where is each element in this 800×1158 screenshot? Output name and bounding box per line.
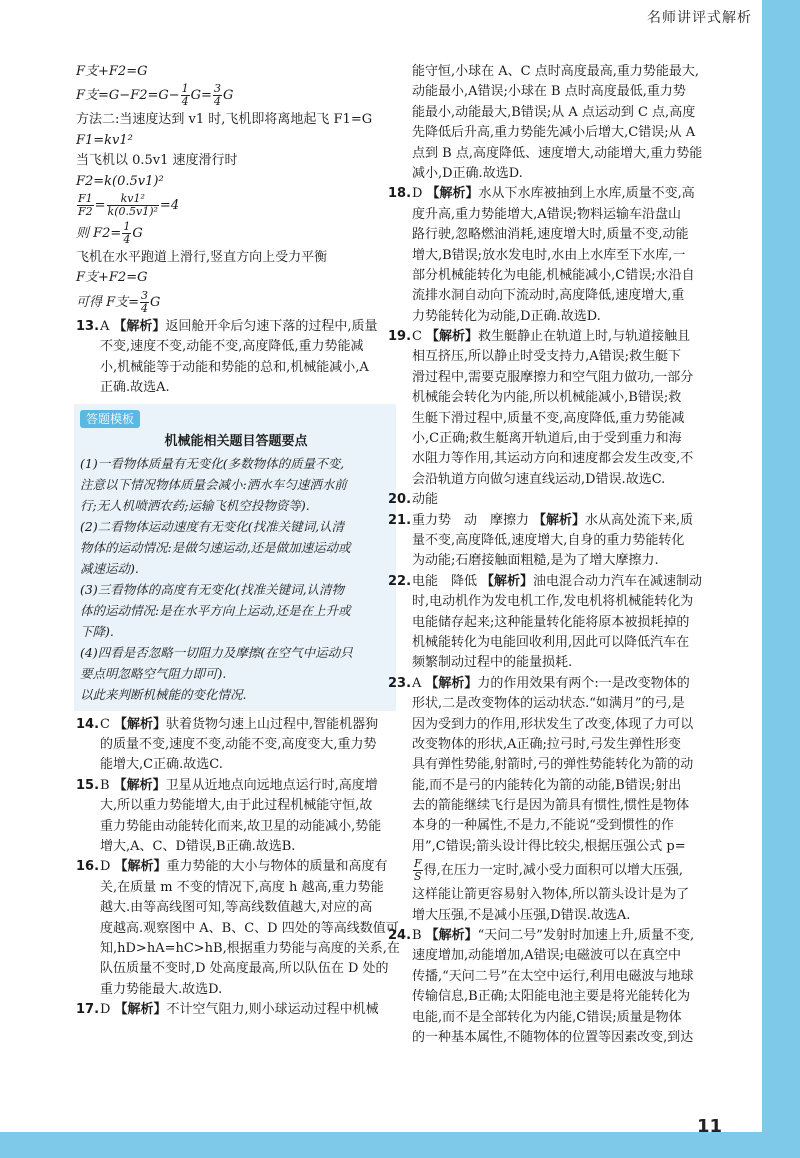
analysis-text: 力势能转化为动能,D正确.故选D. — [412, 308, 601, 324]
bottom-decor-band — [0, 1132, 800, 1158]
answer: D — [100, 1002, 111, 1018]
analysis-text: 能,而不是弓的内能转化为箭的动能,B错误;射出 — [412, 777, 682, 793]
question-number: 20. — [388, 492, 412, 508]
analysis-tag: 【解析】 — [425, 329, 478, 345]
analysis-text: 增大压强,不是减小压强,D错误.故选A. — [412, 907, 631, 923]
analysis-text: 得,在压力一定时,减小受力面积可以增大压强, — [423, 863, 684, 879]
eq-part: = — [94, 197, 106, 213]
fraction — [140, 290, 149, 315]
analysis-text: 重力势能的大小与物体的质量和高度有 — [166, 859, 388, 875]
analysis-text: 滑过程中,需要克服摩擦力和空气阻力做功,一部分 — [412, 369, 694, 385]
analysis-tag: 【解析】 — [114, 859, 167, 875]
analysis-text: 减小,D正确.故选D. — [412, 165, 523, 181]
template-line: 体的运动情况:是在水平方向上运动,还是在上升或 — [80, 602, 351, 618]
question-13 — [76, 317, 394, 399]
fraction-numerator: 3 — [213, 82, 221, 96]
analysis-text: 卫星从近地点向远地点运行时,高度增 — [165, 777, 378, 793]
fraction-denominator: S — [414, 870, 422, 884]
eq-part: 可得 F支= — [76, 294, 140, 310]
text-line: 飞机在水平跑道上滑行,竖直方向上受力平衡 — [76, 249, 328, 265]
analysis-text: 重力势能最大.故选D. — [100, 981, 223, 997]
analysis-text: 动能最小,A错误;小球在 B 点时高度最低,重力势 — [412, 84, 686, 100]
fraction — [413, 858, 423, 883]
fraction-numerator: F1 — [78, 191, 93, 205]
analysis-tag: 【解析】 — [425, 928, 478, 944]
template-line: 要点明忽略空气阻力即可). — [80, 665, 227, 681]
eq-part: F支=G−F2=G− — [76, 88, 180, 104]
analysis-text: 水从高处流下来,质 — [585, 512, 694, 528]
template-line: 物体的运动情况:是做匀速运动,还是做加速运动或 — [80, 539, 351, 555]
analysis-tag: 【解析】 — [113, 318, 166, 334]
analysis-text: 大,所以重力势能增大,由于此过程机械能守恒,故 — [100, 798, 373, 814]
answer: B — [412, 928, 422, 944]
analysis-tag: 【解析】 — [481, 573, 534, 589]
page-header — [2, 0, 762, 30]
analysis-text: 救生艇静止在轨道上时,与轨道接触且 — [477, 329, 691, 345]
eq-then-line — [76, 220, 394, 248]
right-column — [388, 62, 734, 1048]
eq-part: G — [132, 225, 143, 241]
analysis-text: 不计空气阻力,则小球运动过程中机械 — [166, 1002, 379, 1018]
analysis-text: 这样能让箭更容易射入物体,所以箭头设计是为了 — [412, 887, 690, 903]
analysis-text: 点到 B 点,高度降低、速度增大,动能增大,重力势能 — [412, 145, 703, 161]
fraction-denominator: 4 — [123, 232, 131, 246]
template-line: (4)四看是否忽略一切阻力及摩擦(在空气中运动只 — [80, 644, 353, 660]
question-number: 16. — [76, 859, 100, 875]
question-17 — [76, 1000, 394, 1020]
analysis-text: 油电混合动力汽车在减速制动 — [533, 573, 703, 589]
analysis-tag: 【解析】 — [425, 675, 478, 691]
analysis-text: 具有弹性势能,射箭时,弓的弹性势能转化为箭的动 — [412, 757, 694, 773]
answer: B — [100, 777, 110, 793]
fraction-numerator: kv1² — [107, 193, 159, 206]
text-line: 当飞机以 0.5v1 速度滑行时 — [76, 153, 238, 169]
method-two-line: 方法二:当速度达到 v1 时,飞机即将离地起飞 F1=G — [76, 112, 373, 128]
analysis-text: 关,在质量 m 不变的情况下,高度 h 越高,重力势能 — [100, 879, 384, 895]
eq-part: =4 — [159, 197, 180, 213]
question-number: 13. — [76, 318, 100, 334]
fraction-denominator: 4 — [141, 301, 149, 315]
analysis-text: 本身的一种属性,不是力,不能说“受到惯性的作 — [412, 818, 674, 834]
eq-line: F支+F2=G — [76, 64, 148, 79]
analysis-text: 速度增加,动能增加,A错误;电磁波可以在真空中 — [412, 948, 682, 964]
fraction-numerator: 3 — [141, 288, 149, 302]
analysis-tag: 【解析】 — [426, 186, 479, 202]
question-15 — [76, 776, 394, 858]
analysis-text: 传输信息,B正确;太阳能电池主要是将光能转化为 — [412, 989, 691, 1005]
template-line: 下降). — [80, 623, 114, 639]
analysis-text: 度升高,重力势能增大,A错误;物料运输车沿盘山 — [412, 206, 682, 222]
question-24 — [388, 926, 734, 1048]
answer: D — [412, 186, 423, 202]
analysis-text: 去的箭能继续飞行是因为箭具有惯性,惯性是物体 — [412, 798, 690, 814]
question-18 — [388, 184, 734, 327]
analysis-text: 越大.由等高线图可知,等高线数值越大,对应的高 — [100, 900, 373, 916]
analysis-text: 增大,B错误;放水发电时,水由上水库至下水库,一 — [412, 247, 686, 263]
template-title: 机械能相关题目答题要点 — [164, 433, 308, 449]
fraction-denominator: 4 — [181, 95, 189, 109]
analysis-text: 部分机械能转化为电能,机械能减小,C错误;水沿自 — [412, 267, 695, 283]
analysis-text: 传播,“天问二号”在太空中运行,利用电磁波与地球 — [412, 968, 694, 984]
template-line: 行;无人机喷洒农药;运输飞机空投物资等). — [80, 497, 310, 513]
analysis-text: 相互挤压,所以静止时受支持力,A错误;救生艇下 — [412, 349, 682, 365]
question-number: 21. — [388, 512, 412, 528]
analysis-text: 不变,速度不变,动能不变,高度降低,重力势能减 — [100, 339, 364, 355]
analysis-text: 能守恒,小球在 A、C 点时高度最高,重力势能最大, — [412, 64, 699, 79]
analysis-text: 改变物体的形状,A正确;拉弓时,弓发生弹性形变 — [412, 736, 682, 752]
analysis-text: 力的作用效果有两个:一是改变物体的 — [477, 675, 690, 691]
fraction-denominator: 4 — [213, 95, 221, 109]
question-number: 15. — [76, 777, 100, 793]
analysis-text: 的一种基本属性,不随物体的位置等因素改变,到达 — [412, 1029, 694, 1045]
analysis-text: 能增大,C正确.故选C. — [100, 757, 223, 773]
fraction — [213, 83, 222, 108]
analysis-text: “天问二号”发射时加速上升,质量不变, — [477, 928, 695, 944]
fraction — [122, 221, 131, 246]
analysis-text: 会沿轨道方向做匀速直线运动,D错误.故选C. — [412, 471, 666, 487]
analysis-text: 形状,二是改变物体的运动状态.“如满月”的弓,是 — [412, 696, 685, 712]
analysis-text: 驮着货物匀速上山过程中,智能机器狗 — [165, 716, 379, 732]
answer: 重力势 动 摩擦力 — [412, 512, 530, 528]
side-decor-band — [762, 0, 800, 1158]
eq-part: 则 F2= — [76, 225, 122, 241]
analysis-text: 流排水洞自动向下流动时,高度降低,速度增大,重 — [412, 288, 685, 304]
analysis-text: 知,hD>hA=hC>hB,根据重力势能与高度的关系,在 — [100, 941, 400, 956]
question-number: 17. — [76, 1002, 100, 1018]
pressure-formula-line — [412, 857, 734, 885]
question-21 — [388, 511, 734, 572]
analysis-text: 增大,A、C、D错误,B正确.故选B. — [100, 839, 296, 855]
eq-part: G= — [190, 88, 212, 104]
question-14 — [76, 715, 394, 776]
question-number: 22. — [388, 573, 412, 589]
eq-fraction-line — [76, 82, 394, 110]
template-line: 以此来判断机械能的变化情况. — [80, 686, 247, 702]
eq-part: G — [150, 294, 161, 310]
eq-ratio-line — [76, 192, 394, 220]
fraction — [181, 83, 190, 108]
question-19 — [388, 327, 734, 490]
template-line: (2)二看物体运动速度有无变化(找准关键词,认清 — [80, 518, 345, 534]
question-23 — [388, 674, 734, 926]
template-line: 注意以下情况物体质量会减小:洒水车匀速洒水前 — [80, 476, 347, 492]
answer: D — [100, 859, 111, 875]
eq-result-line — [76, 289, 394, 317]
answer: A — [100, 318, 110, 334]
analysis-text: 时,电动机作为发电机工作,发电机将机械能转化为 — [412, 594, 694, 610]
analysis-text: 队伍质量不变时,D 处高度最高,所以队伍在 D 处的 — [100, 961, 389, 977]
analysis-text: 频繁制动过程中的能量损耗. — [412, 655, 573, 671]
fraction-denominator: F2 — [78, 204, 93, 218]
analysis-text: 为动能;石磨接触面粗糙,是为了增大摩擦力. — [412, 553, 659, 569]
analysis-text: 正确.故选A. — [100, 379, 170, 395]
fraction-denominator: k(0.5v1)² — [107, 204, 158, 218]
analysis-text: 先降低后升高,重力势能先减小后增大,C错误;从 A — [412, 125, 696, 141]
eq-line: F1=kv1² — [76, 132, 133, 148]
template-tag: 答题模板 — [80, 410, 140, 428]
analysis-text: 生艇下滑过程中,质量不变,高度降低,重力势能减 — [412, 410, 685, 426]
analysis-tag: 【解析】 — [533, 512, 586, 528]
question-20 — [388, 490, 734, 510]
question-number: 23. — [388, 675, 412, 691]
answer-template-box — [74, 404, 396, 710]
analysis-text: 小,机械能等于动能和势能的总和,机械能减小,A — [100, 359, 369, 375]
analysis-text: 返回舱开伞后匀速下落的过程中,质量 — [165, 318, 378, 334]
analysis-text: 度越高.观察图中 A、B、C、D 四处的等高线数值可 — [100, 920, 399, 936]
answer: C — [412, 329, 422, 345]
template-line: (3)三看物体的高度有无变化(找准关键词,认清物 — [80, 581, 345, 597]
analysis-tag: 【解析】 — [113, 716, 166, 732]
analysis-text: 量不变,高度降低,速度增大,自身的重力势能转化 — [412, 532, 685, 548]
answer: 电能 降低 — [412, 573, 478, 589]
question-22 — [388, 572, 734, 674]
template-line: 减速运动). — [80, 560, 139, 576]
analysis-text: 机械能会转化为内能,所以机械能减小,B错误;救 — [412, 390, 682, 406]
fraction — [107, 193, 159, 218]
header-title: 名师讲评式解析 — [647, 10, 752, 26]
question-number: 18. — [388, 186, 412, 202]
answer: C — [100, 716, 110, 732]
analysis-text: 因为受到力的作用,形状发生了改变,体现了力可以 — [412, 716, 694, 732]
answer: 动能 — [412, 492, 439, 508]
analysis-text: 电能,而不是全部转化为内能,C错误;质量是物体 — [412, 1009, 682, 1025]
fraction-numerator: F — [414, 857, 422, 871]
answer: A — [412, 675, 422, 691]
eq-line: F2=k(0.5v1)² — [76, 173, 164, 189]
analysis-text: 小,C正确;救生艇离开轨道后,由于受到重力和海 — [412, 431, 682, 447]
analysis-text: 路行驶,忽略燃油消耗,速度增大时,质量不变,动能 — [412, 227, 689, 243]
fraction-numerator: 1 — [181, 82, 189, 96]
analysis-text: 的质量不变,速度不变,动能不变,高度变大,重力势 — [100, 737, 377, 753]
eq-part: G — [222, 88, 234, 104]
question-number: 14. — [76, 716, 100, 732]
question-number: 24. — [388, 928, 412, 944]
analysis-text: 电能储存起来;这种能量转化能将原本被损耗掉的 — [412, 614, 690, 630]
page-number: 11 — [696, 1116, 722, 1137]
analysis-text: 用”,C错误;箭头设计得比较尖,根据压强公式 p= — [412, 838, 686, 854]
template-line: (1)一看物体质量有无变化(多数物体的质量不变, — [80, 455, 345, 471]
fraction-numerator: 1 — [123, 219, 131, 233]
analysis-tag: 【解析】 — [113, 777, 166, 793]
analysis-text: 能最小,动能最大,B错误;从 A 点运动到 C 点,高度 — [412, 104, 696, 120]
eq-line: F支+F2=G — [76, 270, 148, 286]
analysis-text: 水阻力等作用,其运动方向和速度都会发生改变,不 — [412, 451, 694, 467]
fraction — [77, 193, 94, 218]
analysis-tag: 【解析】 — [114, 1002, 167, 1018]
analysis-text: 重力势能由动能转化而来,故卫星的动能减小,势能 — [100, 818, 382, 834]
question-number: 19. — [388, 329, 412, 345]
analysis-text: 机械能转化为电能回收利用,因此可以降低汽车在 — [412, 634, 690, 650]
analysis-text: 水从下水库被抽到上水库,质量不变,高 — [478, 186, 695, 202]
